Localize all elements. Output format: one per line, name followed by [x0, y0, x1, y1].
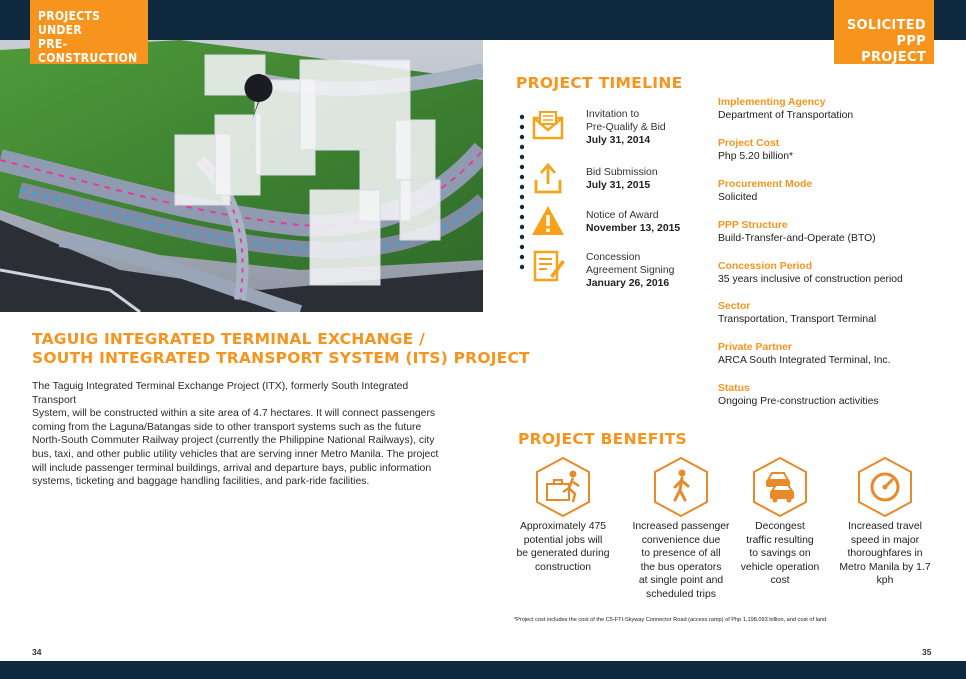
- info-private-partner: [718, 341, 958, 367]
- info-label: Concession Period: [718, 261, 813, 272]
- info-label: Private Partner: [718, 342, 792, 353]
- category-tag-left: [30, 0, 148, 64]
- pedestrian-icon: [651, 456, 711, 518]
- info-label: Project Cost: [718, 138, 780, 149]
- info-value: Ongoing Pre-construction activities: [718, 396, 879, 407]
- timeline-date: July 31, 2014: [586, 135, 651, 146]
- info-value: Department of Transportation: [718, 110, 854, 121]
- timeline-label: Notice of Award: [586, 210, 659, 221]
- page-number-left: 34: [32, 647, 42, 657]
- page-number-right: 35: [922, 647, 932, 657]
- timeline-heading: PROJECT TIMELINE: [516, 74, 683, 92]
- info-implementing-agency: [718, 96, 958, 122]
- timeline-label: Invitation to: [586, 109, 640, 120]
- benefit-text: Decongest: [755, 521, 805, 532]
- benefit-text: Approximately 475: [519, 521, 607, 532]
- benefit-text: be generated during: [516, 548, 610, 560]
- description-line: coming from the Laguna/Batangas side to other transport systems such as the future: [32, 421, 422, 433]
- info-label: PPP Structure: [718, 220, 788, 231]
- benefit-text: the bus operators: [640, 561, 722, 573]
- tag-line: PROJECTS: [38, 9, 101, 23]
- benefit-text: construction: [534, 561, 592, 573]
- benefit-text: traffic resulting: [746, 534, 814, 546]
- info-value: Transportation, Transport Terminal: [718, 314, 877, 325]
- timeline-label: Agreement Signing: [586, 265, 675, 276]
- benefit-text: Increased travel: [848, 521, 922, 532]
- benefit-item: [721, 456, 839, 588]
- benefit-text: to savings on: [749, 548, 811, 560]
- description-line: System, will be constructed within a site area of 4.7 hectares. It will connect passengers: [32, 408, 436, 420]
- title-line: TAGUIG INTEGRATED TERMINAL EXCHANGE /: [32, 330, 425, 348]
- benefit-text: Increased passenger: [632, 521, 730, 532]
- worker-running-icon: [533, 456, 593, 518]
- info-value: ARCA South Integrated Terminal, Inc.: [718, 355, 891, 366]
- info-status: [718, 382, 958, 408]
- info-procurement-mode: [718, 178, 958, 204]
- info-value: Build-Transfer-and-Operate (BTO): [718, 233, 876, 244]
- info-label: Implementing Agency: [718, 97, 826, 108]
- info-value: Php 5.20 billion*: [718, 151, 794, 162]
- info-value: Solicited: [718, 192, 758, 203]
- benefit-text: potential jobs will: [523, 534, 603, 546]
- timeline-date: July 31, 2015: [586, 180, 651, 191]
- speedometer-icon: [855, 456, 915, 518]
- warning-icon: [530, 203, 566, 239]
- project-model-photo: [0, 40, 483, 312]
- timeline-date: January 26, 2016: [586, 278, 670, 289]
- timeline-label: Concession: [586, 252, 641, 263]
- benefit-item: [826, 456, 944, 588]
- info-label: Sector: [718, 301, 751, 312]
- timeline-dotted-line: [519, 114, 525, 274]
- benefit-text: at single point and: [638, 575, 724, 587]
- benefit-text: scheduled trips: [646, 588, 716, 600]
- tag-line: PRE-CONSTRUCTION: [38, 37, 138, 65]
- timeline-label: Pre-Qualify & Bid: [586, 122, 666, 133]
- timeline-label: Bid Submission: [586, 167, 658, 178]
- benefit-text: vehicle operation: [740, 561, 820, 573]
- bottom-bar: [0, 661, 966, 679]
- benefit-text: speed in major: [850, 534, 920, 546]
- category-tag-right: [834, 0, 934, 64]
- benefit-text: to presence of all: [641, 548, 721, 560]
- benefit-text: thoroughfares in: [847, 548, 923, 560]
- benefit-text: kph: [876, 575, 894, 587]
- benefits-heading: PROJECT BENEFITS: [518, 430, 688, 448]
- info-project-cost: [718, 137, 958, 163]
- footnote: *Project cost includes the cost of the C5-FTI-Skyway Connector Road (access ramp) of Php 1,198.093 billion, and cost of land: [514, 617, 827, 623]
- envelope-icon: [530, 108, 566, 144]
- description-line: bus, taxi, and other public utility vehicles that are serving inner Metro Manila. The project: [32, 448, 439, 460]
- info-value: 35 years inclusive of construction period: [718, 274, 903, 285]
- info-sector: [718, 300, 958, 326]
- upload-icon: [530, 160, 566, 196]
- info-concession-period: [718, 260, 958, 286]
- benefit-text: convenience due: [641, 534, 721, 546]
- tag-line: UNDER: [38, 23, 82, 37]
- title-line: SOUTH INTEGRATED TRANSPORT SYSTEM (ITS) PROJECT: [32, 349, 530, 367]
- benefit-text: cost: [770, 575, 790, 587]
- info-label: Status: [718, 383, 750, 394]
- description-line: systems, ticketing and baggage handling facilities, and park-ride facilities.: [32, 476, 370, 488]
- tag-line: SOLICITED: [846, 18, 926, 33]
- cars-icon: [750, 456, 810, 518]
- benefit-text: Metro Manila by 1.7: [839, 561, 931, 573]
- description-line: North-South Commuter Railway project (currently the Philippine National Railways), city: [32, 435, 435, 447]
- info-label: Procurement Mode: [718, 179, 813, 190]
- project-description: [32, 380, 452, 489]
- document-sign-icon: [530, 248, 566, 284]
- info-ppp-structure: [718, 219, 958, 245]
- project-title: [32, 330, 530, 368]
- benefit-item: [504, 456, 622, 574]
- description-line: The Taguig Integrated Terminal Exchange Project (ITX), formerly South Integrated Transport: [32, 381, 409, 406]
- description-line: will include passenger terminal buildings, arrival and departure bays, public information: [32, 462, 432, 474]
- tag-line: PPP PROJECT: [861, 34, 926, 65]
- timeline-date: November 13, 2015: [586, 223, 681, 234]
